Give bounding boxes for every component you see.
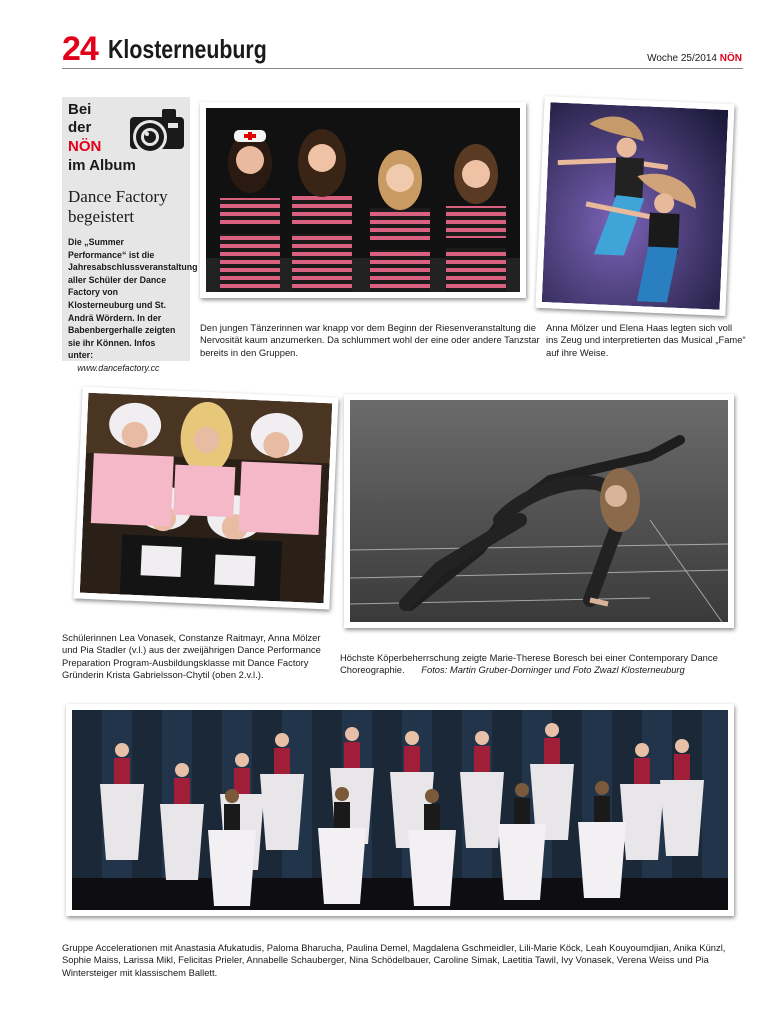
issue-week: Woche 25/2014: [647, 53, 717, 64]
camera-icon: [122, 103, 188, 159]
caption-wig-group: Schülerinnen Lea Vonasek, Constanze Raitmayr, Anna Mölzer und Pia Stadler (v.l.) aus der zweijährigen Dance Performance Preparation Program-Ausbildungsklasse mit Dance Factory Gründerin Krista Gabrielsson-Chytil (oben 2.v.l.).: [62, 632, 321, 681]
photo-contemporary-dancer: [344, 394, 734, 628]
section-title: Klosterneuburg: [108, 34, 267, 64]
caption-contemporary-dancer: [340, 652, 750, 677]
photo-fame-dancers-image: [542, 102, 729, 310]
contemporary-dancer-illustration: [350, 400, 728, 622]
website-link[interactable]: www.dancefactory.cc: [77, 362, 160, 374]
photo-young-dancers-image: [206, 108, 520, 292]
young-dancers-illustration: [206, 108, 520, 292]
article-headline: Dance Factory begeistert: [68, 187, 168, 226]
ballet-group-illustration: [72, 710, 728, 910]
photo-ballet-group: [66, 704, 734, 916]
header-rule: [62, 68, 743, 69]
photo-fame-dancers: [535, 96, 734, 316]
caption-contemporary-text: Höchste Köperbeherrschung zeigte Marie-Therese Boresch bei einer Contemporary Dance Choreographie.: [340, 652, 718, 676]
article-body: [68, 237, 198, 376]
album-sidebar: [62, 97, 198, 374]
photo-wig-group: [73, 387, 338, 610]
album-label-line1: Bei: [68, 101, 92, 118]
fame-dancers-illustration: [542, 102, 729, 310]
photo-credit: Fotos: Martin Gruber-Dorninger und Foto Zwazl Klosterneuburg: [421, 664, 685, 676]
issue-label: [647, 53, 742, 64]
page-number: 24: [62, 30, 98, 68]
photo-wig-group-image: [80, 393, 332, 603]
album-label-line2: der: [68, 119, 92, 136]
album-label-line4: im Album: [68, 157, 136, 174]
caption-young-dancers: Den jungen Tänzerinnen war knapp vor dem Beginn der Riesenveranstaltung die Nervosität kaum anzumerken. Da schlummert wohl der eine oder andere Tanzstar bereits in den Gruppen.: [200, 322, 540, 358]
photo-ballet-group-image: [72, 710, 728, 910]
caption-ballet-group: Gruppe Accelerationen mit Anastasia Afukatudis, Paloma Bharucha, Paulina Demel, Magdalena Gschmeidler, Lili-Marie Köck, Leah Kouyoumdjian, Anika Künzl, Sophie Maiss, Larissa Mikl, Felicitas Prieler, Annabelle Schauberger, Nina Schödelbauer, Caroline Simak, Laetitia Tawil, Ivy Vonasek, Verena Weiss und Pia Wintersteiger mit klassischem Ballett.: [62, 942, 726, 978]
wig-group-illustration: [80, 393, 332, 603]
caption-fame-dancers: Anna Mölzer und Elena Haas legten sich voll ins Zeug und interpretierten das Musical „Fame“ auf ihre Weise.: [546, 322, 746, 358]
photo-contemporary-dancer-image: [350, 400, 728, 622]
brand-label: NÖN: [719, 53, 742, 64]
article-body-text: Die „Summer Performance“ ist die Jahresabschlussveranstaltung aller Schüler der Dance Factory von Klosterneuburg und St. Andrä Wördern. In der Babenbergerhalle zeigten sie ihr Können. Infos unter:: [68, 237, 198, 362]
photo-young-dancers: [200, 102, 526, 298]
album-label-brand: NÖN: [68, 138, 102, 155]
